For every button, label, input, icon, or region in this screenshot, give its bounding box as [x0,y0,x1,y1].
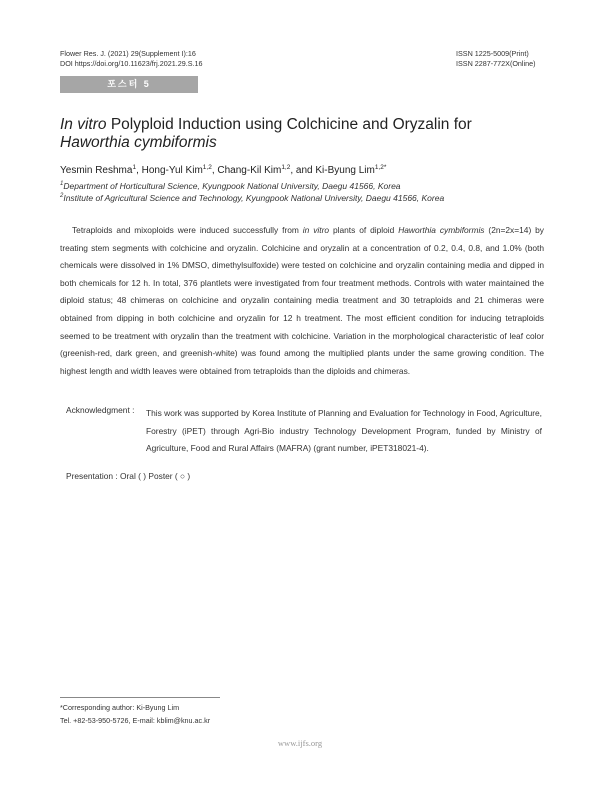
doi-line[interactable]: DOI https://doi.org/10.11623/frj.2021.29.S.16 [60,59,203,68]
issn-online: ISSN 2287-772X(Online) [456,59,536,68]
abstract-text: plants of diploid [329,225,399,235]
affiliation-text: Department of Horticultural Science, Kyungpook National University, Daegu 41566, Korea [63,181,401,191]
author-separator: , and [290,165,316,176]
issn-block [456,49,536,69]
footnote-divider [60,697,220,698]
affiliation-1 [60,181,401,191]
abstract-text: (2n=2x=14) by treating stem segments with colchicine and oryzalin. Colchicine and oryzalin at a concentration of 0.2, 0.4, 0.8, and 1.0% (both chemicals were dissolved in 1% DMSO, dimethylsulfoxide) were tested on colchicine and oryzalin containing media and dipped in both chemicals for 12 h. In total, 376 plantlets were investigated from four treatment methods. Controls with water maintained the diploid status; 48 chimeras on colchicine and oryzalin containing media treatment and 30 tetraploids and 21 chimeras were obtained from dipping in both colchicine and oryzalin for 12 h treatment. The most efficient condition for inducing tetraploids seemed to be treatment with oryzalin than the treatment with colchicine. Variation in the morphological characteristic of leaf color (greenish-red, dark green, and greenish-white) was found among the multiplied plants under the same growing condition. The highest length and width leaves were obtained from tetraploids than the diploids and chimeras. [60,225,544,376]
author-list [60,165,386,176]
affiliation-text: Institute of Agricultural Science and Technology, Kyungpook National University, Daegu 41566, Korea [63,193,445,203]
author-affil-sup: 1,2* [374,164,387,171]
author-name: Chang-Kil Kim [217,165,282,176]
author-affil-sup: 1 [132,164,137,171]
page-footer-url[interactable]: www.ijfs.org [277,738,323,748]
presentation-type: Presentation : Oral ( ) Poster ( ○ ) [66,471,191,481]
author-separator: , [136,165,142,176]
title-italic-lead: In vitro [60,116,107,133]
affiliation-sup: 2 [60,193,64,199]
issn-print: ISSN 1225-5009(Print) [456,49,529,58]
abstract-italic: Haworthia cymbiformis [398,225,485,235]
poster-badge: 포스터 5 [60,76,198,93]
author-affil-sup: 1,2 [202,164,212,171]
title-main: Polyploid Induction using Colchicine and Oryzalin for [106,116,472,133]
paper-title [60,116,540,152]
abstract-body [60,222,544,380]
contact-info: Tel. +82-53-950-5726, E-mail: kblim@knu.ac.kr [60,716,211,725]
author-name: Hong-Yul Kim [141,165,203,176]
affiliation-sup: 1 [60,181,64,187]
author-affil-sup: 1,2 [281,164,291,171]
title-species: Haworthia cymbiformis [60,134,217,151]
acknowledgment-label: Acknowledgment : [66,405,135,415]
journal-header [60,49,203,69]
corresponding-author: *Corresponding author: Ki-Byung Lim [60,703,180,712]
affiliation-2 [60,193,444,203]
author-name: Ki-Byung Lim [315,165,375,176]
acknowledgment-text: This work was supported by Korea Institute of Planning and Evaluation for Technology in Food, Agriculture, Forestry (iPET) through Agri-Bio industry Technology Development Program, funded by Ministry of Agriculture, Food and Rural Affairs (MAFRA) (grant number, iPET318021-4). [146,408,542,454]
abstract-italic: in vitro [302,225,330,235]
abstract-text: Tetraploids and mixoploids were induced successfully from [72,225,303,235]
author-name: Yesmin Reshma [60,165,133,176]
author-separator: , [211,165,218,176]
journal-citation: Flower Res. J. (2021) 29(Supplement I):16 [60,49,196,58]
